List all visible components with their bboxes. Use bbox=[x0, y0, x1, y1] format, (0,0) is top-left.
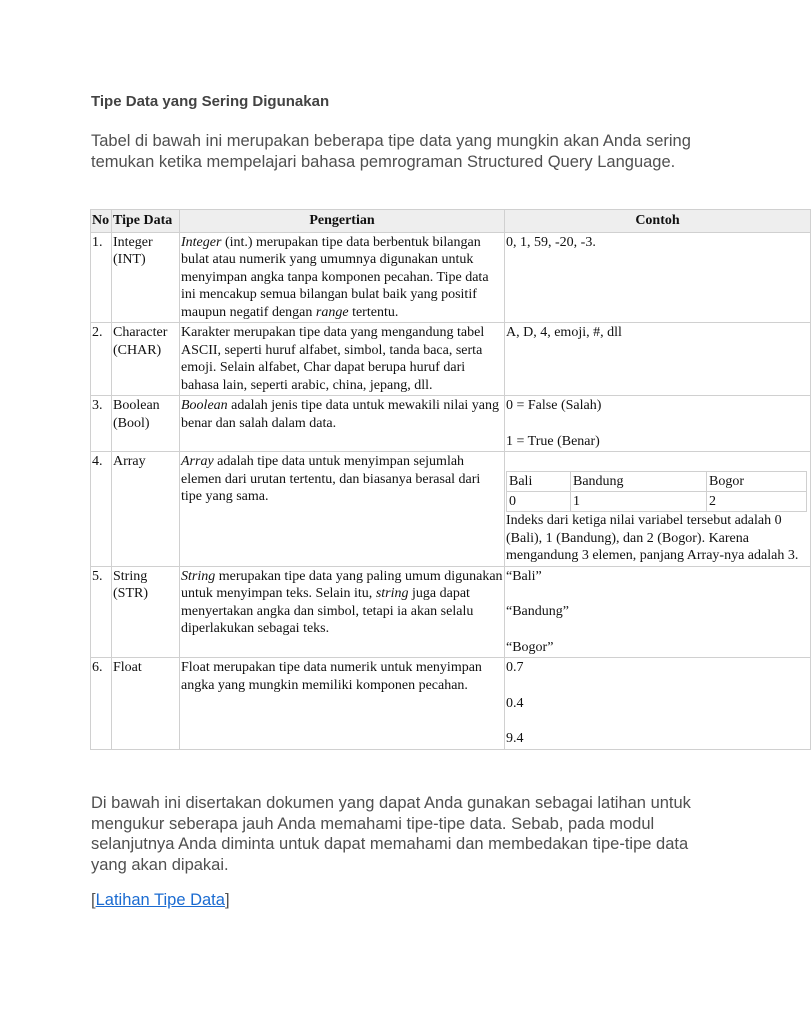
example-line: “Bogor” bbox=[506, 639, 554, 655]
intro-paragraph: Tabel di bawah ini merupakan beberapa tipe data yang mungkin akan Anda sering temukan ketika mempelajari bahasa pemrograman Structured Query Language. bbox=[91, 132, 691, 171]
table-row bbox=[91, 396, 811, 452]
row-definition: Karakter merupakan tipe data yang mengandung tabel ASCII, seperti huruf alfabet, simbol, tanda baca, serta emoji. Selain alfabet, Char dapat berupa huruf dari bahasa lain, seperti arabic, china, jepang, dll. bbox=[180, 323, 505, 396]
example-line: 0.4 bbox=[506, 695, 524, 711]
header-tipe-data: Tipe Data bbox=[112, 210, 180, 233]
exercise-link[interactable]: Latihan Tipe Data bbox=[95, 891, 225, 909]
row-definition: Float merupakan tipe data numerik untuk menyimpan angka yang mungkin memiliki komponen pecahan. bbox=[180, 658, 505, 750]
row-definition: Array adalah tipe data untuk menyimpan sejumlah elemen dari urutan tertentu, dan biasanya berasal dari tipe yang sama. bbox=[180, 452, 505, 567]
array-value: Bogor bbox=[707, 472, 807, 492]
header-pengertian: Pengertian bbox=[180, 210, 505, 233]
row-number: 4. bbox=[91, 452, 112, 567]
header-no: No bbox=[91, 210, 112, 233]
row-type: String (STR) bbox=[112, 566, 180, 658]
exercise-link-line: [Latihan Tipe Data] bbox=[91, 891, 230, 909]
array-note: Indeks dari ketiga nilai variabel tersebut adalah 0 (Bali), 1 (Bandung), dan 2 (Bogor). Karena mengandung 3 elemen, panjang Array-nya adalah 3. bbox=[506, 513, 799, 563]
example-line: 0.7 bbox=[506, 660, 524, 675]
row-definition: Integer (int.) merupakan tipe data berbentuk bilangan bulat atau numerik yang umumnya digunakan untuk menyimpan angka tanpa komponen pecahan. Tipe data ini mencakup semua bilangan bulat baik yang positif maupun negatif dengan range tertentu. bbox=[180, 232, 505, 323]
page-title: Tipe Data yang Sering Digunakan bbox=[91, 93, 330, 110]
table-row bbox=[91, 658, 811, 750]
header-contoh: Contoh bbox=[505, 210, 811, 233]
row-example bbox=[505, 452, 811, 567]
array-index-row bbox=[507, 492, 807, 512]
example-line: 9.4 bbox=[506, 731, 524, 746]
example-line: “Bandung” bbox=[506, 604, 569, 619]
row-type: Float bbox=[112, 658, 180, 750]
table-header-row bbox=[91, 210, 811, 233]
array-values-row bbox=[507, 472, 807, 492]
row-type: Integer (INT) bbox=[112, 232, 180, 323]
array-index: 0 bbox=[507, 492, 571, 512]
array-index: 2 bbox=[707, 492, 807, 512]
row-example: 0, 1, 59, -20, -3. bbox=[505, 232, 811, 323]
outro-paragraph: Di bawah ini disertakan dokumen yang dapat Anda gunakan sebagai latihan untuk mengukur seberapa jauh Anda memahami tipe-tipe data. Sebab, pada modul selanjutnya Anda diminta untuk dapat memahami dan membedakan tipe-tipe data yang akan dipakai. bbox=[91, 794, 691, 874]
table-row bbox=[91, 566, 811, 658]
row-definition: Boolean adalah jenis tipe data untuk mewakili nilai yang benar dan salah dalam data. bbox=[180, 396, 505, 452]
example-line: 0 = False (Salah) bbox=[506, 398, 602, 413]
term-emphasis: Array bbox=[181, 454, 214, 469]
row-example bbox=[505, 396, 811, 452]
term-emphasis: Integer bbox=[181, 234, 222, 250]
example-line: 1 = True (Benar) bbox=[506, 433, 600, 449]
table-row bbox=[91, 232, 811, 323]
array-index: 1 bbox=[571, 492, 707, 512]
data-types-table bbox=[90, 209, 811, 750]
term-emphasis: String bbox=[181, 568, 216, 584]
array-example-table bbox=[506, 471, 807, 512]
example-line: “Bali” bbox=[506, 568, 542, 584]
row-number: 1. bbox=[91, 232, 112, 323]
row-number: 3. bbox=[91, 396, 112, 452]
row-number: 6. bbox=[91, 658, 112, 750]
row-definition: String merupakan tipe data yang paling umum digunakan untuk menyimpan teks. Selain itu, string juga dapat menyertakan angka dan simbol, tetapi ia akan selalu diperlakukan sebagai teks. bbox=[180, 566, 505, 658]
row-example bbox=[505, 658, 811, 750]
term-emphasis: Boolean bbox=[181, 398, 228, 413]
array-value: Bali bbox=[507, 472, 571, 492]
row-type: Array bbox=[112, 452, 180, 567]
row-number: 5. bbox=[91, 566, 112, 658]
row-example: A, D, 4, emoji, #, dll bbox=[505, 323, 811, 396]
row-example bbox=[505, 566, 811, 658]
row-type: Character (CHAR) bbox=[112, 323, 180, 396]
table-row bbox=[91, 452, 811, 567]
row-number: 2. bbox=[91, 323, 112, 396]
table-row bbox=[91, 323, 811, 396]
array-value: Bandung bbox=[571, 472, 707, 492]
row-type: Boolean (Bool) bbox=[112, 396, 180, 452]
term-emphasis: range bbox=[315, 304, 349, 320]
term-emphasis: string bbox=[375, 586, 409, 601]
